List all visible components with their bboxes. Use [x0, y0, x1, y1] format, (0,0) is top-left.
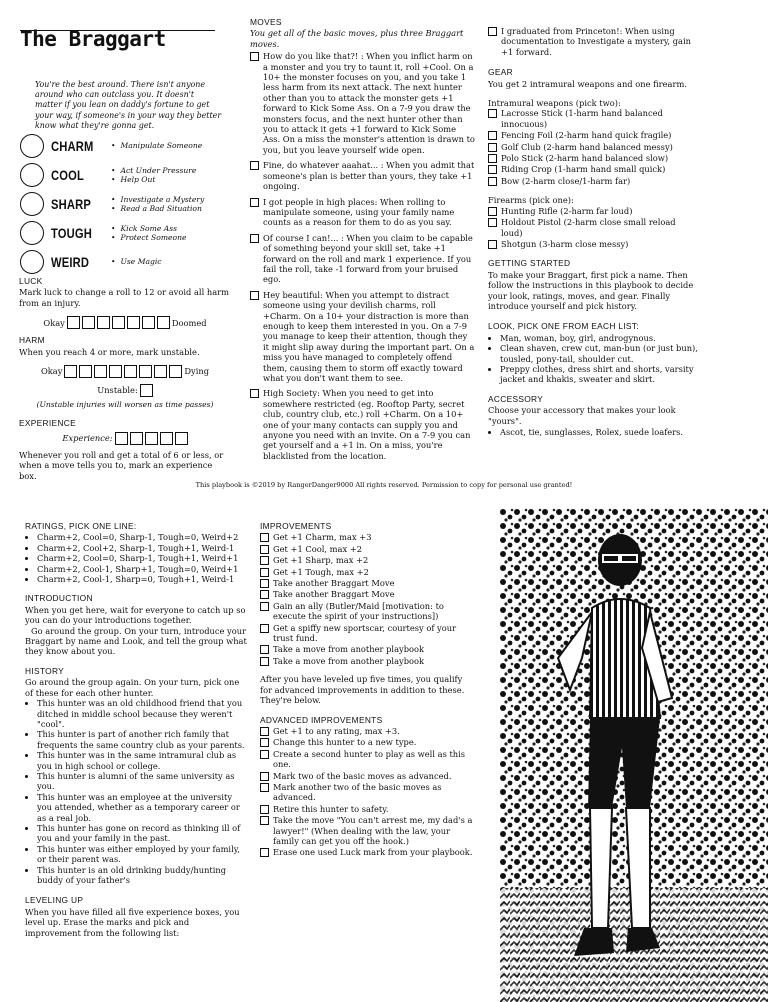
luck-box[interactable]	[112, 316, 125, 329]
advanced-item	[260, 749, 475, 770]
advanced-label: Retire this hunter to safety.	[273, 803, 389, 814]
advanced-checkbox[interactable]	[260, 805, 269, 814]
move-text: Hey beautiful: When you attempt to distract someone using your devilish charms, roll +Charm. On a 10+ your distraction is more than enough to keep them interested in you. On a 7-9 you manage to keep their attention, though they it might slip away during the important part. On a miss you have managed to completely offend them, causing them to storm off exactly toward what you don't want them to see.	[263, 289, 475, 383]
ratings-pick-list	[25, 532, 247, 584]
experience-box[interactable]	[175, 432, 188, 445]
intramural-heading: Intramural weapons (pick two):	[488, 98, 621, 109]
harm-right-label: Dying	[184, 366, 210, 377]
improvement-checkbox[interactable]	[260, 568, 269, 577]
harm-box[interactable]	[154, 365, 167, 378]
history-option: • This hunter was either employed by your family, or their parent was.	[37, 844, 247, 865]
gear-checkbox[interactable]	[488, 154, 497, 163]
gear-checkbox[interactable]	[488, 218, 497, 227]
improvement-item	[260, 601, 475, 622]
experience-box[interactable]	[160, 432, 173, 445]
unstable-row	[19, 384, 231, 397]
history-option: • This hunter is part of another rich family that frequents the same country club as your parents.	[37, 729, 247, 750]
ratings-line: • Charm+2, Cool-1, Sharp+1, Tough=0, Weird+1	[37, 564, 247, 574]
improvement-item	[260, 623, 475, 644]
experience-box[interactable]	[145, 432, 158, 445]
firearms-heading: Firearms (pick one):	[488, 195, 574, 206]
rating-circle[interactable]	[20, 221, 44, 245]
luck-track	[19, 316, 231, 329]
advanced-label: Create a second hunter to play as well as this one.	[273, 748, 466, 770]
rating-charm	[20, 134, 220, 158]
experience-text: Whenever you roll and get a total of 6 or less, or when a move tells you to, mark an experience box.	[19, 449, 224, 481]
moves-subtitle: You get all of the basic moves, plus three Braggart moves.	[250, 28, 464, 49]
gear-label: Polo Stick (2-harm hand balanced slow)	[501, 153, 669, 164]
move-text: High Society: When you need to get into somewhere restricted (eg. Rooftop Party, secret club, country club, etc.) roll +Charm. On a 10+ one of your many contacts can supply you and anyone you need with an invite. On a 7-9 you can get yourself and a +1 in. On a miss, you're blacklisted from the location.	[263, 388, 471, 461]
look-heading: LOOK, PICK ONE FROM EACH LIST:	[488, 321, 639, 332]
gear-item	[488, 164, 698, 174]
unstable-note: (Unstable injuries will worsen as time passes)	[36, 400, 214, 410]
experience-box[interactable]	[130, 432, 143, 445]
advanced-item	[260, 847, 475, 857]
improvement-label: Get +1 Cool, max +2	[273, 543, 363, 554]
move-text: I got people in high places: When rolling to manipulate someone, using your family name counts as a reason for them to do as you say.	[263, 196, 455, 228]
improvement-checkbox[interactable]	[260, 602, 269, 611]
improvement-label: Gain an ally (Butler/Maid [motivation: to execute the spirit of your instructions])	[273, 600, 444, 622]
gear-checkbox[interactable]	[488, 109, 497, 118]
basic-move: • Kick Some Ass	[111, 224, 187, 234]
advanced-item	[260, 782, 475, 803]
improvement-item	[260, 589, 475, 599]
rating-circle[interactable]	[20, 163, 44, 187]
improvement-item	[260, 532, 475, 542]
improvement-item	[260, 567, 475, 577]
unstable-box[interactable]	[140, 384, 153, 397]
rating-name: COOL	[51, 166, 84, 183]
rating-circle[interactable]	[20, 250, 44, 274]
advanced-label: Change this hunter to a new type.	[273, 737, 417, 748]
improvement-label: Get +1 Charm, max +3	[273, 532, 372, 543]
history-option: • This hunter was an old childhood friend that you ditched in middle school because they weren't "cool".	[37, 698, 247, 729]
harm-box[interactable]	[94, 365, 107, 378]
gear-checkbox[interactable]	[488, 240, 497, 249]
improvements-after-text: After you have leveled up five times, you qualify for advanced improvements in addition to these. They're below.	[260, 674, 465, 706]
character-photo	[500, 508, 768, 1002]
advanced-label: Mark two of the basic moves as advanced.	[273, 770, 452, 781]
advanced-item	[260, 726, 475, 736]
bottom-left-column	[25, 521, 247, 942]
improvement-label: Take another Braggart Move	[273, 578, 395, 589]
gear-checkbox[interactable]	[488, 143, 497, 152]
move-item	[250, 233, 475, 285]
improvement-checkbox[interactable]	[260, 624, 269, 633]
history-text: Go around the group again. On your turn, pick one of these for each other hunter.	[25, 677, 240, 698]
rating-tough	[20, 221, 220, 245]
luck-left-label: Okay	[43, 317, 65, 328]
basic-move: • Act Under Pressure	[111, 166, 196, 176]
page-title: The Braggart	[20, 27, 166, 51]
gear-item	[488, 206, 698, 216]
gear-heading: GEAR	[488, 67, 513, 78]
basic-move: • Use Magic	[111, 257, 162, 267]
introduction-text: Go around the group. On your turn, introduce your Braggart by name and Look, and tell the group what they know about you.	[25, 625, 247, 657]
move-checkbox[interactable]	[250, 198, 259, 207]
experience-heading: EXPERIENCE	[19, 418, 76, 429]
gear-text: You get 2 intramural weapons and one firearm.	[488, 78, 687, 89]
advanced-item	[260, 737, 475, 747]
harm-box[interactable]	[109, 365, 122, 378]
basic-move: • Read a Bad Situation	[111, 204, 204, 214]
advanced-checkbox[interactable]	[260, 738, 269, 747]
move-item	[250, 51, 475, 155]
moves-heading: MOVES	[250, 17, 282, 27]
right-column	[488, 26, 698, 441]
ratings-line: • Charm+2, Cool-1, Sharp=0, Tough+1, Weird-1	[37, 574, 247, 584]
advanced-item	[260, 804, 475, 814]
improvement-item	[260, 644, 475, 654]
rating-weird	[20, 250, 220, 274]
history-option: • This hunter has gone on record as thinking ill of you and your family in the past.	[37, 823, 247, 844]
rating-moves	[111, 166, 196, 185]
experience-box[interactable]	[115, 432, 128, 445]
title-block	[20, 27, 215, 51]
gear-item	[488, 153, 698, 163]
gear-item	[488, 108, 698, 129]
basic-move: • Manipulate Someone	[111, 141, 202, 151]
improvement-item	[260, 555, 475, 565]
ratings-line: • Charm+2, Cool=0, Sharp-1, Tough=0, Weird+2	[37, 532, 247, 542]
introduction-text: When you get here, wait for everyone to catch up so you can do your introductions together.	[25, 604, 246, 626]
rating-moves	[111, 195, 204, 214]
advanced-label: Mark another two of the basic moves as advanced.	[273, 781, 442, 803]
move-checkbox[interactable]	[488, 27, 497, 36]
getting-started-text: To make your Braggart, first pick a name. Then follow the instructions in this playbook to decide your look, ratings, moves, and gear. Finally introduce yourself and pick history.	[488, 269, 694, 311]
gear-checkbox[interactable]	[488, 131, 497, 140]
leveling-text: When you have filled all five experience boxes, you level up. Erase the marks and pick and improvement from the following list:	[25, 906, 240, 938]
move-text: Fine, do whatever aaahat... : When you admit that someone's plan is better than yours, they take +1 ongoing.	[263, 160, 475, 192]
rating-moves	[111, 257, 162, 267]
ratings-pick-heading: RATINGS, PICK ONE LINE:	[25, 521, 137, 531]
rating-moves	[111, 141, 202, 151]
advanced-item	[260, 815, 475, 846]
basic-move: • Protect Someone	[111, 233, 187, 243]
gear-label: Holdout Pistol (2-harm close small reload loud)	[501, 217, 676, 238]
intro-text: You're the best around. There isn't anyone around who can outclass you. It doesn't matter if you lean on daddy's fortune to get your way, if someone's in your way they better know what they're gonna get.	[35, 80, 222, 130]
harm-text: When you reach 4 or more, mark unstable.	[19, 346, 200, 357]
ratings-block	[20, 134, 220, 279]
improvements-column	[260, 521, 475, 859]
improvement-checkbox[interactable]	[260, 556, 269, 565]
gear-item	[488, 239, 698, 249]
experience-track	[19, 432, 231, 445]
luck-right-label: Doomed	[171, 317, 207, 328]
harm-box[interactable]	[169, 365, 182, 378]
rating-name: CHARM	[51, 137, 94, 154]
harm-track	[19, 365, 231, 378]
history-option: • This hunter is alumni of the same university as you.	[37, 771, 247, 792]
advanced-checkbox[interactable]	[260, 772, 269, 781]
improvement-checkbox[interactable]	[260, 657, 269, 666]
move-item	[250, 197, 475, 228]
rating-circle[interactable]	[20, 192, 44, 216]
getting-started-heading: GETTING STARTED	[488, 258, 571, 269]
experience-label: Experience:	[62, 433, 113, 444]
look-option: • Clean shaven, crew cut, man-bun (or just bun), tousled, pony-tail, shoulder cut.	[500, 343, 698, 364]
advanced-checkbox[interactable]	[260, 783, 269, 792]
improvements-heading: IMPROVEMENTS	[260, 521, 332, 531]
ratings-line: • Charm+2, Cool+2, Sharp-1, Tough+1, Weird-1	[37, 543, 247, 553]
harm-box[interactable]	[79, 365, 92, 378]
gear-label: Shotgun (3-harm close messy)	[501, 238, 629, 249]
harm-box[interactable]	[139, 365, 152, 378]
history-option: • This hunter is an old drinking buddy/hunting buddy of your father's	[37, 865, 247, 886]
gear-checkbox[interactable]	[488, 177, 497, 186]
rating-name: SHARP	[51, 195, 92, 212]
basic-move: • Help Out	[111, 175, 196, 185]
improvement-checkbox[interactable]	[260, 579, 269, 588]
rating-cool	[20, 163, 220, 187]
move-checkbox[interactable]	[250, 389, 259, 398]
move-item	[250, 290, 475, 384]
copyright-footer: This playbook is ©2019 by RangerDanger9000 All rights reserved. Permission to copy for personal use granted!	[195, 481, 573, 489]
luck-box[interactable]	[127, 316, 140, 329]
improvement-checkbox[interactable]	[260, 590, 269, 599]
gear-item	[488, 217, 698, 238]
gear-item	[488, 176, 698, 186]
harm-heading: HARM	[19, 335, 45, 346]
history-option: • This hunter was in the same intramural club as you in high school or college.	[37, 750, 247, 771]
gear-label: Golf Club (2-harm hand balanced messy)	[501, 141, 673, 152]
accessory-option: • Ascot, tie, sunglasses, Rolex, suede loafers.	[500, 427, 698, 437]
accessory-list	[488, 427, 698, 437]
accessory-text: Choose your accessory that makes your look "yours".	[488, 405, 676, 426]
gear-label: Riding Crop (1-harm hand small quick)	[501, 164, 666, 175]
harm-box[interactable]	[64, 365, 77, 378]
advanced-checkbox[interactable]	[260, 727, 269, 736]
move-text: I graduated from Princeton!: When using documentation to Investigate a mystery, gain +1 forward.	[501, 26, 691, 57]
luck-text: Mark luck to change a roll to 12 or avoid all harm from an injury.	[19, 287, 229, 308]
history-heading: HISTORY	[25, 665, 65, 676]
introduction-heading: INTRODUCTION	[25, 593, 93, 604]
improvement-label: Take a move from another playbook	[273, 655, 425, 666]
gear-item	[488, 130, 698, 140]
unstable-label: Unstable:	[97, 385, 138, 396]
rating-name: WEIRD	[51, 253, 90, 270]
improvement-checkbox[interactable]	[260, 545, 269, 554]
harm-box[interactable]	[124, 365, 137, 378]
luck-box[interactable]	[142, 316, 155, 329]
improvement-item	[260, 578, 475, 588]
rating-circle[interactable]	[20, 134, 44, 158]
luck-box[interactable]	[157, 316, 170, 329]
gear-label: Hunting Rifle (2-harm far loud)	[501, 205, 633, 216]
look-list	[488, 333, 698, 385]
improvement-checkbox[interactable]	[260, 645, 269, 654]
advanced-label: Erase one used Luck mark from your playbook.	[273, 847, 473, 858]
gear-item	[488, 142, 698, 152]
improvement-item	[260, 656, 475, 666]
advanced-item	[260, 771, 475, 781]
advanced-heading: ADVANCED IMPROVEMENTS	[260, 714, 383, 725]
move-checkbox[interactable]	[250, 291, 259, 300]
advanced-label: Get +1 to any rating, max +3.	[273, 725, 400, 736]
gear-checkbox[interactable]	[488, 165, 497, 174]
ratings-line: • Charm+2, Cool=0, Sharp-1, Tough+1, Weird+1	[37, 553, 247, 563]
advanced-label: Take the move "You can't arrest me, my dad's a lawyer!" (When dealing with the law, your family can get you off the hook.)	[273, 815, 473, 846]
move-item	[488, 26, 698, 57]
improvement-label: Take a move from another playbook	[273, 644, 425, 655]
move-checkbox[interactable]	[250, 52, 259, 61]
move-checkbox[interactable]	[250, 234, 259, 243]
advanced-checkbox[interactable]	[260, 816, 269, 825]
move-item	[250, 160, 475, 191]
move-item	[250, 388, 475, 461]
rating-sharp	[20, 192, 220, 216]
gear-checkbox[interactable]	[488, 207, 497, 216]
rating-moves	[111, 224, 187, 243]
luck-box[interactable]	[82, 316, 95, 329]
luck-box[interactable]	[97, 316, 110, 329]
move-checkbox[interactable]	[250, 161, 259, 170]
advanced-checkbox[interactable]	[260, 848, 269, 857]
improvement-item	[260, 544, 475, 554]
luck-box[interactable]	[67, 316, 80, 329]
gear-label: Bow (2-harm close/1-harm far)	[501, 175, 631, 186]
look-option: • Preppy clothes, dress shirt and shorts, varsity jacket and khakis, sweater and skirt.	[500, 364, 698, 385]
gear-label: Lacrosse Stick (1-harm hand balanced innocuous)	[501, 108, 663, 129]
basic-move: • Investigate a Mystery	[111, 195, 204, 205]
improvement-label: Get +1 Tough, max +2	[273, 566, 369, 577]
leveling-heading: LEVELING UP	[25, 895, 84, 906]
accessory-heading: ACCESSORY	[488, 393, 544, 404]
history-option: • This hunter was an employee at the university you attended, whether as a temporary career or as a real job.	[37, 792, 247, 823]
moves-section	[250, 17, 475, 466]
gear-label: Fencing Foil (2-harm hand quick fragile)	[501, 130, 672, 141]
improvement-label: Get a spiffy new sportscar, courtesy of your trust fund.	[273, 622, 457, 644]
rating-name: TOUGH	[51, 224, 93, 241]
luck-section	[19, 276, 231, 485]
improvement-label: Get +1 Sharp, max +2	[273, 555, 369, 566]
harm-left-label: Okay	[40, 366, 63, 377]
luck-heading: LUCK	[19, 276, 43, 286]
improvement-checkbox[interactable]	[260, 533, 269, 542]
improvement-label: Take another Braggart Move	[273, 589, 395, 600]
advanced-checkbox[interactable]	[260, 750, 269, 759]
history-list	[25, 698, 247, 885]
photo-graphic	[500, 508, 768, 1002]
look-option: • Man, woman, boy, girl, androgynous.	[500, 333, 698, 343]
move-text: How do you like that?! : When you inflict harm on a monster and you try to taunt it, roll +Cool. On a 10+ the monster focuses on you, and you take 1 less harm from its next attack. The next hunter other than you to attack the monster gets +1 forward to Kick Some Ass. On a 7-9 you draw the monsters focus, and the next hunter other than you to attack it gets +1 forward to Kick Some Ass. On a miss the monster's attention is drawn to you, but you leave yourself wide open.	[263, 51, 475, 155]
move-text: Of course I can!... : When you claim to be capable of something beyond your skill set, take +1 forward on the roll and mark 1 experience. If you fail the roll, take -1 forward from your bruised ego.	[263, 232, 473, 285]
